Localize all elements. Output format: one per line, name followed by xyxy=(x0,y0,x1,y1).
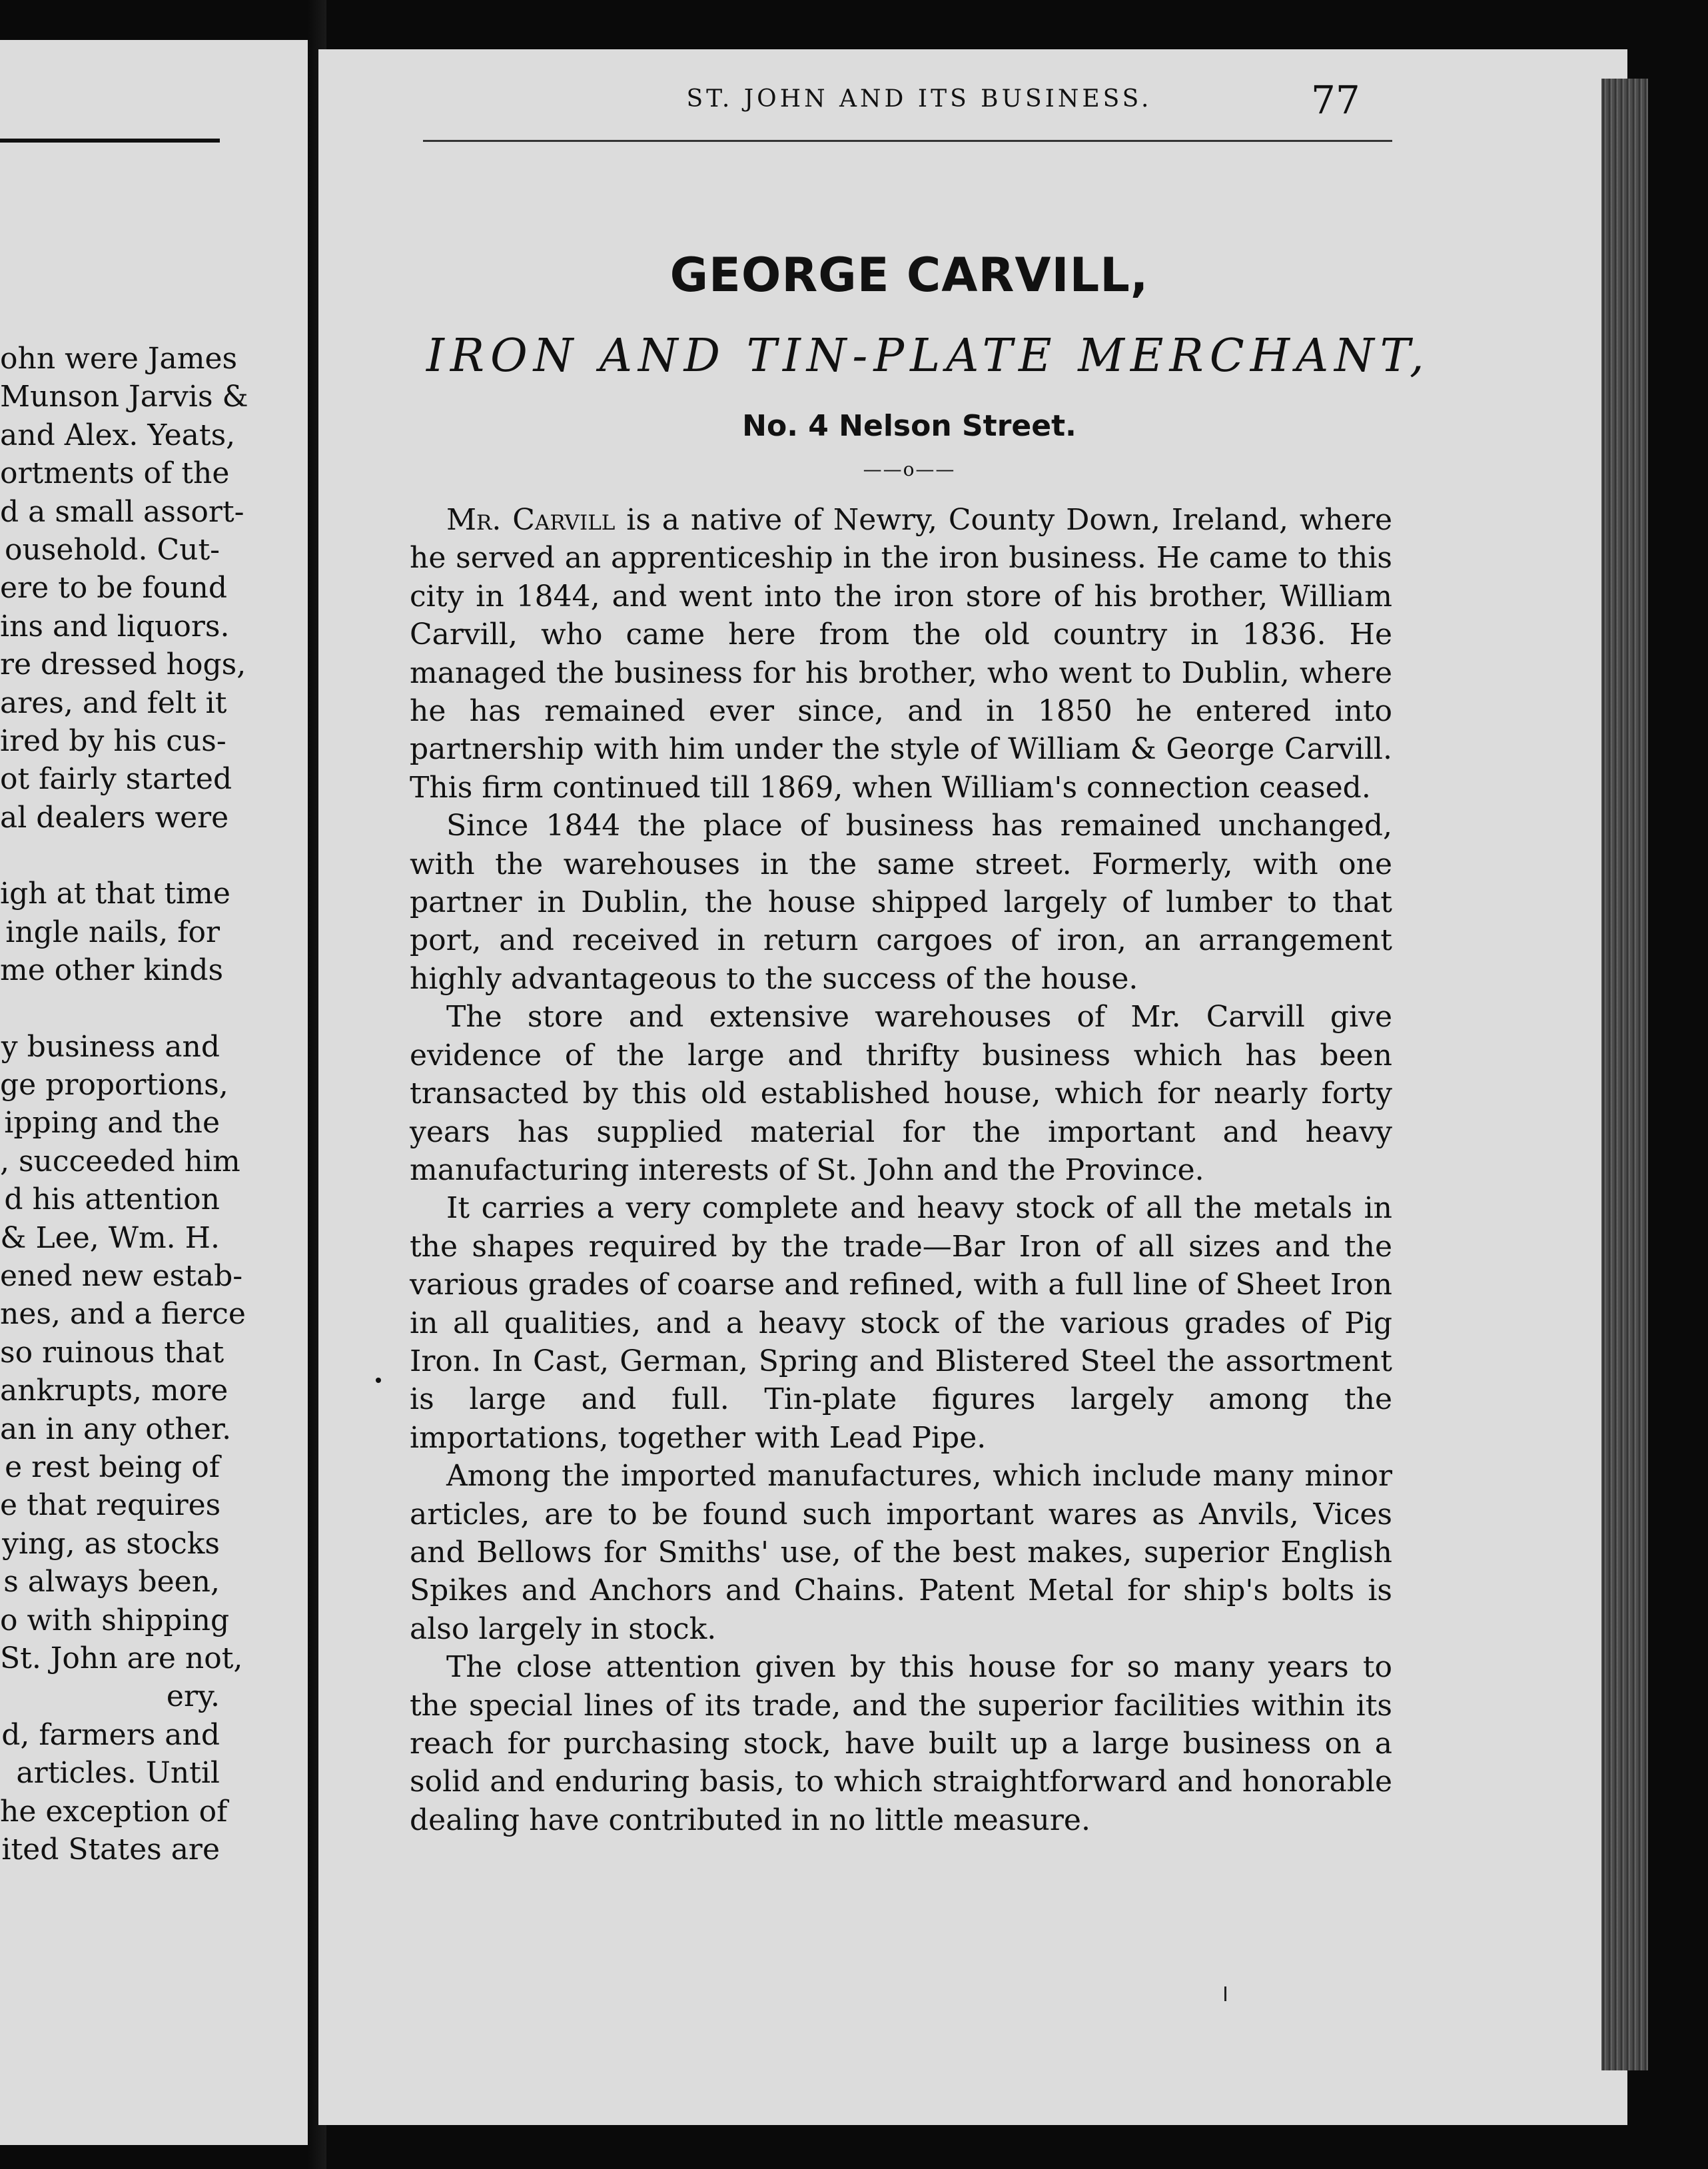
left-column-line: nes, and a fierce xyxy=(0,1297,246,1332)
left-column-line: and Alex. Yeats, xyxy=(0,418,236,452)
left-column-line: so ruinous that xyxy=(0,1335,224,1370)
left-column-line: ened new estab- xyxy=(0,1258,243,1293)
left-column-line: ery. xyxy=(166,1679,220,1714)
left-column-line: & Lee, Wm. H. xyxy=(0,1220,220,1255)
left-column-line: Munson Jarvis & xyxy=(0,380,248,414)
left-column-line: ying, as stocks xyxy=(2,1526,220,1561)
left-column-line: d his attention xyxy=(4,1182,220,1217)
left-column-line: ortments of the xyxy=(0,456,230,491)
left-column-line: ins and liquors. xyxy=(0,609,230,644)
print-mark xyxy=(1224,1986,1226,2001)
ornament-divider: ——o—— xyxy=(863,458,956,480)
page-edge xyxy=(1601,79,1648,2070)
left-column-line: ge proportions, xyxy=(0,1067,228,1102)
left-column-line: St. John are not, xyxy=(0,1641,243,1675)
lead-name: Mr. Carvill xyxy=(446,503,616,537)
header-rule xyxy=(423,140,1392,142)
left-column-line: re dressed hogs, xyxy=(0,648,246,682)
paragraph-1 xyxy=(410,501,1392,807)
left-page-text xyxy=(0,340,248,1869)
left-column-line: ohn were James xyxy=(0,342,238,376)
left-column-line: me other kinds xyxy=(0,953,224,988)
print-speck xyxy=(376,1378,381,1383)
left-column-line: articles. Until xyxy=(16,1756,220,1791)
left-column-line: al dealers were xyxy=(0,800,229,835)
paragraph-5: Among the imported manufactures, which include many minor articles, are to be found such important wares as Anvils, Vices and Bellows for Smiths' use, of the best makes, superior English Spikes and Anchors and Chains. Patent Metal for ship's bolts is also largely in stock. xyxy=(410,1459,1392,1646)
left-page xyxy=(0,40,308,2145)
left-column-line xyxy=(0,837,220,875)
left-column-line: ot fairly started xyxy=(0,762,232,797)
page-number: 77 xyxy=(1311,77,1360,123)
left-column-line: e that requires xyxy=(0,1488,221,1523)
left-column-line: an in any other. xyxy=(0,1412,232,1446)
running-head: ST. JOHN AND ITS BUSINESS. xyxy=(686,85,1152,113)
paragraph-1-text: is a native of Newry, County Down, Ireland, where he served an apprenticeship in the iron business. He came to this city in 1844, and went into the iron store of his brother, William Carvill, who came here from the old country in 1836. He managed the business for his brother, who went to Dublin, where he has remained ever since, and in 1850 he entered into partnership with him under the style of William & George Carvill. This firm continued till 1869, when William's connection ceased. xyxy=(410,503,1392,805)
left-column-line: ares, and felt it xyxy=(0,685,227,720)
paragraph-3: The store and extensive warehouses of Mr. Carvill give evidence of the large and thrifty business which has been transacted by this old established house, which for nearly forty years has supplied material for the important and heavy manufacturing interests of St. John and the Province. xyxy=(410,1000,1392,1187)
left-column-line: ired by his cus- xyxy=(0,724,226,759)
left-column-line: igh at that time xyxy=(0,877,230,911)
paragraph-4: It carries a very complete and heavy stock of all the metals in the shapes required by the trade—Bar Iron of all sizes and the various grades of coarse and refined, with a full line of Sheet Iron in all qualities, and a heavy stock of the various grades of Pig Iron. In Cast, German, Spring and Blistered Steel the assortment is large and full. Tin-plate figures largely among the importations, together with Lead Pipe. xyxy=(410,1191,1392,1455)
left-column-line: , succeeded him xyxy=(0,1144,240,1178)
left-column-line xyxy=(0,990,220,1028)
left-column-line: e rest being of xyxy=(5,1450,220,1484)
left-column-line: d a small assort- xyxy=(0,494,244,529)
left-column-line: ankrupts, more xyxy=(0,1374,228,1408)
left-column-line: he exception of xyxy=(0,1794,228,1829)
article-title: GEORGE CARVILL, xyxy=(669,248,1149,302)
left-column-line: o with shipping xyxy=(0,1603,230,1637)
left-column-line: d, farmers and xyxy=(1,1717,220,1752)
paragraph-6: The close attention given by this house for so many years to the special lines of its trade, and the superior facilities within its reach for purchasing stock, have built up a large business on a solid and enduring basis, to which straightforward and honorable dealing have contributed in no little measure. xyxy=(410,1650,1392,1837)
article-subtitle: IRON AND TIN-PLATE MERCHANT, xyxy=(426,330,1430,382)
left-column-line: ingle nails, for xyxy=(5,915,220,949)
left-column-line: y business and xyxy=(1,1029,220,1064)
paragraph-2: Since 1844 the place of business has remained unchanged, with the warehouses in the same street. Formerly, with one partner in Dublin, the house shipped largely of lumber to that port, and received in return cargoes of iron, an arrangement highly advantageous to the success of the house. xyxy=(410,809,1392,996)
left-column-line: ere to be found xyxy=(0,571,228,606)
left-column-line: ited States are xyxy=(1,1833,220,1867)
left-page-rule xyxy=(0,139,220,143)
article-body xyxy=(410,501,1392,1839)
left-column-line: ipping and the xyxy=(4,1106,220,1140)
left-column-line: ousehold. Cut- xyxy=(4,533,220,568)
left-column-line: s always been, xyxy=(3,1565,220,1599)
article-address: No. 4 Nelson Street. xyxy=(742,409,1076,443)
